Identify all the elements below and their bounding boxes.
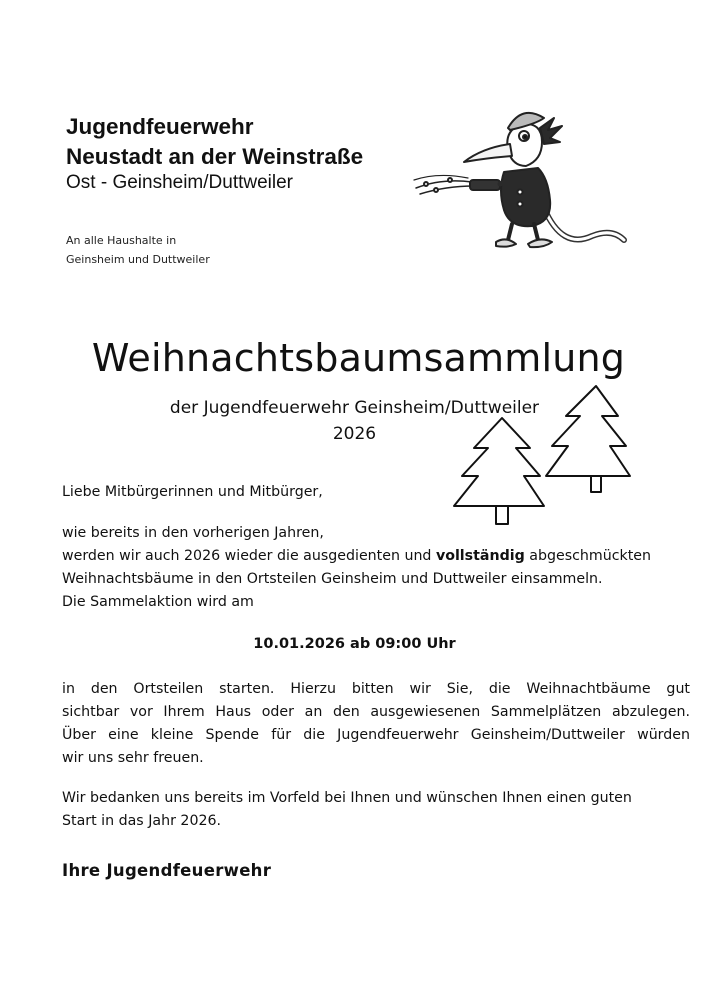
p1-line4: Die Sammelaktion wird am xyxy=(62,594,254,610)
subtitle-year: 2026 xyxy=(332,424,377,444)
collection-date: 10.01.2026 ab 09:00 Uhr xyxy=(253,636,456,652)
p3-line1: Wir bedanken uns bereits im Vorfeld bei Ihnen und wünschen Ihnen einen guten xyxy=(62,790,632,806)
p1-line2 xyxy=(62,545,682,568)
paragraph-1 xyxy=(62,522,682,614)
salutation: Liebe Mitbürgerinnen und Mitbürger, xyxy=(62,484,323,500)
p2-line4: wir uns sehr freuen. xyxy=(62,750,204,766)
p2-line3: Über eine kleine Spende für die Jugendfeuerwehr Geinsheim/Duttweiler würden xyxy=(62,727,690,743)
p1-line3: Weihnachtsbäume in den Ortsteilen Geinsheim und Duttweiler einsammeln. xyxy=(62,571,603,587)
p1-line2-pre: werden wir auch 2026 wieder die ausgedienten und xyxy=(62,548,436,564)
organization-name xyxy=(66,112,363,172)
p3-line2: Start in das Jahr 2026. xyxy=(62,813,222,829)
p1-line2-post: abgeschmückten xyxy=(524,548,651,564)
christmas-tree-icon xyxy=(448,382,640,538)
paragraph-3 xyxy=(62,787,690,833)
org-name-line1: Jugendfeuerwehr xyxy=(66,114,254,139)
address-line2: Geinsheim und Duttweiler xyxy=(66,253,210,266)
signature: Ihre Jugendfeuerwehr xyxy=(62,861,272,880)
org-subline: Ost - Geinsheim/Duttweiler xyxy=(66,172,294,193)
p2-line1: in den Ortsteilen starten. Hierzu bitten wir Sie, die Weihnachtbäume gut xyxy=(62,681,690,697)
org-name-line2: Neustadt an der Weinstraße xyxy=(66,144,364,169)
address-block xyxy=(66,231,210,269)
subtitle-line: der Jugendfeuerwehr Geinsheim/Duttweiler xyxy=(169,398,540,418)
page-title: Weihnachtsbaumsammlung xyxy=(91,336,626,380)
p1-line1: wie bereits in den vorherigen Jahren, xyxy=(62,525,324,541)
address-line1: An alle Haushalte in xyxy=(66,234,177,247)
dragon-firefighter-mascot-icon xyxy=(412,100,627,260)
p2-line2: sichtbar vor Ihrem Haus oder an den ausgewiesenen Sammelplätzen abzulegen. xyxy=(62,704,690,720)
paragraph-2 xyxy=(62,678,690,770)
p1-line2-bold: vollständig xyxy=(435,548,525,564)
